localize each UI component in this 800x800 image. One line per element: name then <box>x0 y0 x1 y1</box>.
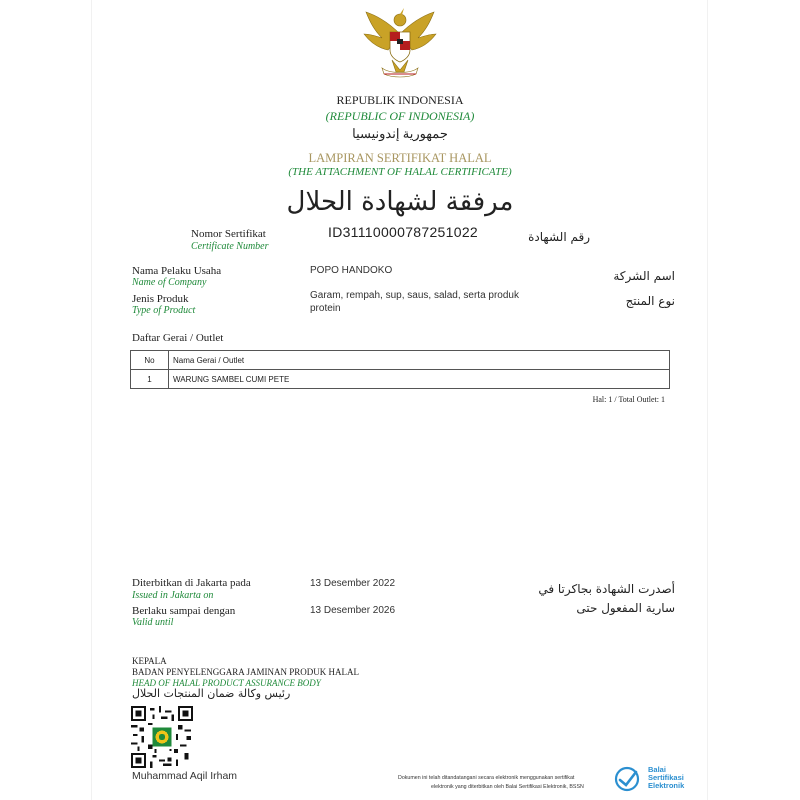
valid-label: Berlaku sampai dengan <box>132 605 236 617</box>
bsre-logo-icon <box>614 766 644 792</box>
col-no-header: No <box>131 351 169 370</box>
country-title-en: (REPUBLIC OF INDONESIA) <box>325 109 475 123</box>
signatory-name: Muhammad Aqil Irham <box>132 770 238 782</box>
document-title-ar: مرفقة لشهادة الحلال <box>286 187 514 217</box>
bsre-logo-line3: Elektronik <box>648 781 685 790</box>
outlet-no: 1 <box>131 370 169 389</box>
product-label-en: Type of Product <box>132 305 196 316</box>
issued-label-ar: أصدرت الشهادة بجاكرتا في <box>538 582 675 596</box>
issued-label-en: Issued in Jakarta on <box>132 590 214 601</box>
footer-note-line1: Dokumen ini telah ditandatangani secara elektronik menggunakan sertifikat <box>398 775 575 781</box>
product-label-ar: نوع المنتج <box>625 294 675 308</box>
valid-label-ar: سارية المفعول حتى <box>576 601 675 615</box>
signatory-title: KEPALA <box>132 656 167 666</box>
signatory-agency-en: HEAD OF HALAL PRODUCT ASSURANCE BODY <box>132 678 321 688</box>
bsre-logo-line1: Balai <box>648 765 666 774</box>
garuda-emblem-icon <box>360 4 440 84</box>
qr-code-icon <box>131 706 193 768</box>
document-title: LAMPIRAN SERTIFIKAT HALAL <box>308 151 492 165</box>
signatory-agency-ar: رئيس وكالة ضمان المنتجات الحلال <box>132 687 291 700</box>
valid-value: 13 Desember 2026 <box>310 605 396 616</box>
certificate-number-label: Nomor Sertifikat <box>191 228 266 240</box>
company-label-en: Name of Company <box>132 277 207 288</box>
valid-label-en: Valid until <box>132 617 174 628</box>
outlet-name: WARUNG SAMBEL CUMI PETE <box>169 370 670 389</box>
col-name-header: Nama Gerai / Outlet <box>169 351 670 370</box>
certificate-number-value: ID31110000787251022 <box>328 224 478 240</box>
certificate-number-label-ar: رقم الشهادة <box>528 230 590 244</box>
issued-label: Diterbitkan di Jakarta pada <box>132 577 251 589</box>
bsre-logo-line2: Sertifikasi <box>648 773 684 782</box>
outlet-pagination: Hal: 1 / Total Outlet: 1 <box>592 395 665 404</box>
product-value-line1: Garam, rempah, sup, saus, salad, serta produk <box>310 290 519 301</box>
outlet-list-title: Daftar Gerai / Outlet <box>132 332 224 344</box>
company-label-ar: اسم الشركة <box>613 269 675 283</box>
certificate-number-label-en: Certificate Number <box>191 241 269 252</box>
issued-value: 13 Desember 2022 <box>310 578 396 589</box>
country-title: REPUBLIK INDONESIA <box>336 93 464 107</box>
footer-note-line2: elektronik yang diterbitkan oleh Balai Sertifikasi Elektronik, BSSN <box>431 784 584 790</box>
company-label: Nama Pelaku Usaha <box>132 265 222 277</box>
product-label: Jenis Produk <box>132 293 189 305</box>
signatory-agency: BADAN PENYELENGGARA JAMINAN PRODUK HALAL <box>132 667 359 677</box>
outlet-table-header <box>131 351 670 370</box>
document-title-en: (THE ATTACHMENT OF HALAL CERTIFICATE) <box>288 166 512 178</box>
bsre-logo-text <box>648 766 684 790</box>
outlet-table <box>130 350 670 389</box>
country-title-ar: جمهورية إندونيسيا <box>352 126 448 141</box>
product-value-line2: protein <box>310 303 341 314</box>
table-row <box>131 370 670 389</box>
company-value: POPO HANDOKO <box>310 265 393 276</box>
